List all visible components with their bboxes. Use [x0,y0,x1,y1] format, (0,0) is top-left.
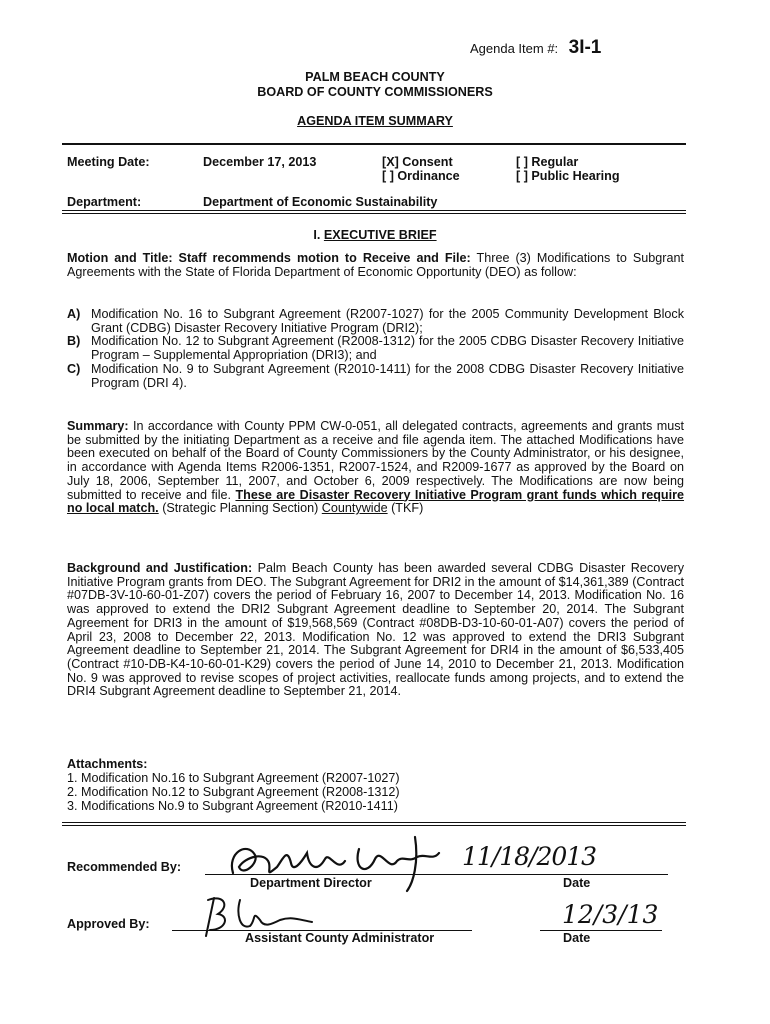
list-item [67,363,684,390]
approved-date-line [540,930,662,931]
signature-rule-top [62,822,686,823]
department-label: Department: [67,195,142,209]
consent-checkbox: [X] Consent [382,155,453,169]
section-number: I. [313,228,321,242]
summary-emphasis: These are Disaster Recovery Initiative Program grant funds which require no local match. [67,487,685,516]
approved-title: Assistant County Administrator [245,931,435,945]
recommended-title: Department Director [250,876,372,890]
board-name: BOARD OF COUNTY COMMISSIONERS [257,85,493,99]
signature-rule-bottom [62,825,686,826]
section-heading [0,228,750,242]
summary-district: Countywide [321,501,388,516]
regular-checkbox: [ ] Regular [516,155,579,169]
document-title: AGENDA ITEM SUMMARY [297,114,453,128]
attachment-item: 1. Modification No.16 to Subgrant Agreement (R2007-1027) [67,770,400,785]
motion-text: Three (3) Modifications to Subgrant Agreements with the State of Florida Department of Economic Opportunity (DEO) as follow: [67,251,684,279]
approved-date-label: Date [563,931,591,945]
attachment-item: 3. Modifications No.9 to Subgrant Agreement (R2010-1411) [67,798,398,813]
recommended-by-label: Recommended By: [67,860,182,874]
double-rule-top [62,210,686,211]
list-item [67,308,684,335]
recommended-date-handwritten: 11/18/2013 [462,842,597,871]
meeting-date-value: December 17, 2013 [203,155,317,169]
background-paragraph [67,562,684,699]
summary-initials: (TKF) [391,501,424,516]
item-letter: B) [67,334,81,349]
approved-date-handwritten: 12/3/13 [562,900,659,929]
item-letter: C) [67,361,81,376]
approved-by-label: Approved By: [67,917,150,931]
recommended-date-line [560,874,668,875]
ordinance-checkbox: [ ] Ordinance [382,169,460,183]
summary-paragraph [67,420,684,516]
agenda-item-line [470,37,601,59]
summary-text: In accordance with County PPM CW-0-051, all delegated contracts, agreements and grants must be submitted by the initiating Department as a receive and file agenda item. The attached Modifications have been executed on behalf of the Board of County Commissioners by the County Administrator, or his designee, in accordance with Agenda Items R2006-1351, R2007-1524, and R2009-1677 as approved by the Board on July 18, 2006, September 11, 2007, and October 6, 2009 respectively. The Modifications are now being submitted to receive and file. [67,419,684,502]
public-hearing-checkbox: [ ] Public Hearing [516,169,620,183]
item-letter: A) [67,307,81,321]
attachments-label: Attachments: [67,757,148,771]
top-rule [62,143,686,145]
summary-section: (Strategic Planning Section) [162,501,319,516]
meeting-date-label: Meeting Date: [67,155,150,169]
department-value: Department of Economic Sustainability [203,195,438,209]
item-text: Modification No. 9 to Subgrant Agreement (R2010-1411) for the 2008 CDBG Disaster Recovery Initiative Program (DRI 4). [91,361,684,390]
list-item [67,335,684,362]
summary-label: Summary: [67,419,129,433]
motion-paragraph [67,252,684,279]
motion-label: Motion and Title: Staff recommends motion to Receive and File: [67,251,471,265]
attachment-item: 2. Modification No.12 to Subgrant Agreement (R2008-1312) [67,784,400,799]
background-text: Palm Beach County has been awarded several CDBG Disaster Recovery Initiative Program grants from DEO. The Subgrant Agreement for DRI2 in the amount of $14,361,389 (Contract #07DB-3V-10-60-01-Z07) covers the period of February 16, 2007 to December 14, 2013. Modification No. 16 was approved to extend the DRI2 Subgrant Agreement deadline to September 20, 2014. The Subgrant Agreement for DRI3 in the amount of $19,568,569 (Contract #08DB-D3-10-60-01-A07) covers the period of April 23, 2008 to December 22, 2013. Modification No. 12 was approved to extend the DRI3 Subgrant Agreement deadline to September 21, 2014. The Subgrant Agreement for DRI4 in the amount of $6,533,405 (Contract #10-DB-K4-10-60-01-K29) covers the period of June 14, 2010 to December 21, 2013. Modification No. 9 was approved to revise scopes of project activities, reallocate funds among projects, and to extend the DRI4 Subgrant Agreement deadline to September 21, 2014. [67,561,684,699]
item-text: Modification No. 16 to Subgrant Agreement (R2007-1027) for the 2005 Community Development Block Grant (CDBG) Disaster Recovery Initiative Program (DRI2); [91,307,684,335]
county-name: PALM BEACH COUNTY [305,70,445,84]
recommended-date-label: Date [563,876,591,890]
agenda-item-number: 3I-1 [568,37,602,58]
attachments-block [67,758,400,814]
section-title: EXECUTIVE BRIEF [323,228,437,242]
item-text: Modification No. 12 to Subgrant Agreement (R2008-1312) for the 2005 CDBG Disaster Recovery Initiative Program – Supplemental Appropriation (DRI3); and [91,334,684,363]
modification-list [67,308,684,390]
agenda-item-label: Agenda Item #: [470,41,559,56]
double-rule-bottom [62,213,686,214]
background-label: Background and Justification: [67,561,253,575]
